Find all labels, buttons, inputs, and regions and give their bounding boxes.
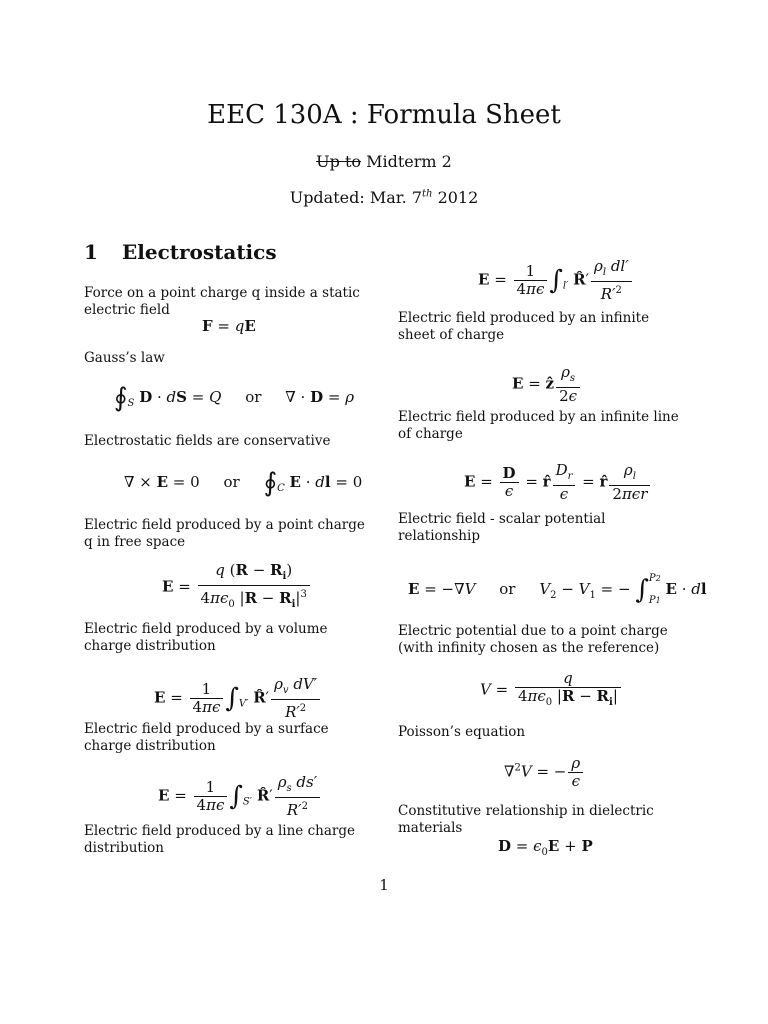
left-column — [84, 0, 374, 1024]
or-label: or — [223, 473, 240, 491]
page-title: EEC 130A : Formula Sheet — [207, 100, 561, 130]
point-potential-equation: V = $\frac{q}{4\pi\epsilon_0 |R - R_i|}$ — [480, 670, 623, 711]
infinite-line-equation: E = $\frac{D}{\epsilon}$ = r̂ $\frac{D_r}{\epsilon}$ = r̂ $\frac{\rho_l}{\text{2πϵr}}$ — [464, 462, 652, 503]
conservative-text: Electrostatic fields are conservative — [84, 433, 331, 449]
section-number: 1 — [84, 240, 98, 264]
point-potential-text: Electric potential due to a point charge (with infinity chosen as the reference) — [398, 623, 668, 656]
poisson-text: Poisson’s equation — [398, 724, 526, 740]
volume-charge-text: Electric field produced by a volume charge distribution — [84, 621, 328, 654]
section-title: Electrostatics — [122, 240, 277, 264]
or-label: or — [499, 580, 516, 598]
sheet-charge-equation: E = ẑ $\frac{\rho_s}{2\epsilon}$ — [512, 364, 582, 405]
subtitle-rest: Midterm 2 — [366, 152, 452, 171]
potential-relation-text: Electric field - scalar potential relationship — [398, 511, 606, 544]
updated-year: 2012 — [437, 188, 479, 207]
gauss-text: Gauss’s law — [84, 350, 165, 366]
point-charge-text: Electric field produced by a point charge q in free space — [84, 517, 365, 550]
volume-charge-equation: E = $\frac{1}{4\pi\epsilon}$ $\int_{V'}$ R̂′ $\frac{\rho_v dV'}{R'^2}$ — [154, 676, 322, 721]
surface-charge-text: Electric field produced by a surface charge distribution — [84, 721, 329, 754]
infinite-line-text: Electric field produced by an infinite line of charge — [398, 409, 679, 442]
right-column — [398, 0, 707, 1024]
or-label: or — [245, 388, 262, 406]
poisson-equation: ∇$^2$V = − $\frac{\rho}{\epsilon}$ — [504, 755, 585, 790]
point-charge-equation: E = $\frac{q (R - R_i)}{4\pi\epsilon_0 |R - R_i|^3}$ — [162, 562, 312, 613]
curl-equation: ∇ × E = 0 or $∮_C$ E · dl = 0 — [124, 468, 363, 498]
updated-sup: th — [422, 188, 433, 200]
surface-charge-equation: E = $\frac{1}{4\pi\epsilon}$ $\int_{S'}$ R̂′ $\frac{\rho_s ds'}{R'^2}$ — [158, 774, 322, 819]
constitutive-text: Constitutive relationship in dielectric materials — [398, 803, 654, 836]
line-charge-equation: E = $\frac{1}{4\pi\epsilon}$ $\int_{l'}$ R̂′ $\frac{\rho_l dl'}{R'^2}$ — [478, 258, 634, 303]
constitutive-equation: $D = \epsilon_0E + P$ — [498, 837, 593, 858]
force-equation: F = qE — [202, 317, 256, 335]
updated-prefix: Updated: Mar. 7 — [289, 188, 422, 207]
gauss-equation: $∮_S$ D · dS = Q or ∇ · D = ρ — [114, 383, 355, 413]
page-number: 1 — [379, 876, 389, 894]
subtitle-struck: Up to — [316, 152, 362, 171]
force-text: Force on a point charge q inside a static electric field — [84, 285, 360, 318]
line-charge-text: Electric field produced by a line charge distribution — [84, 823, 355, 856]
sheet-charge-text: Electric field produced by an infinite sheet of charge — [398, 310, 650, 343]
potential-relation-equation: E = −∇V or $V_2 - V_1$ = − ∫ P2 P1 E · dl — [408, 573, 707, 606]
